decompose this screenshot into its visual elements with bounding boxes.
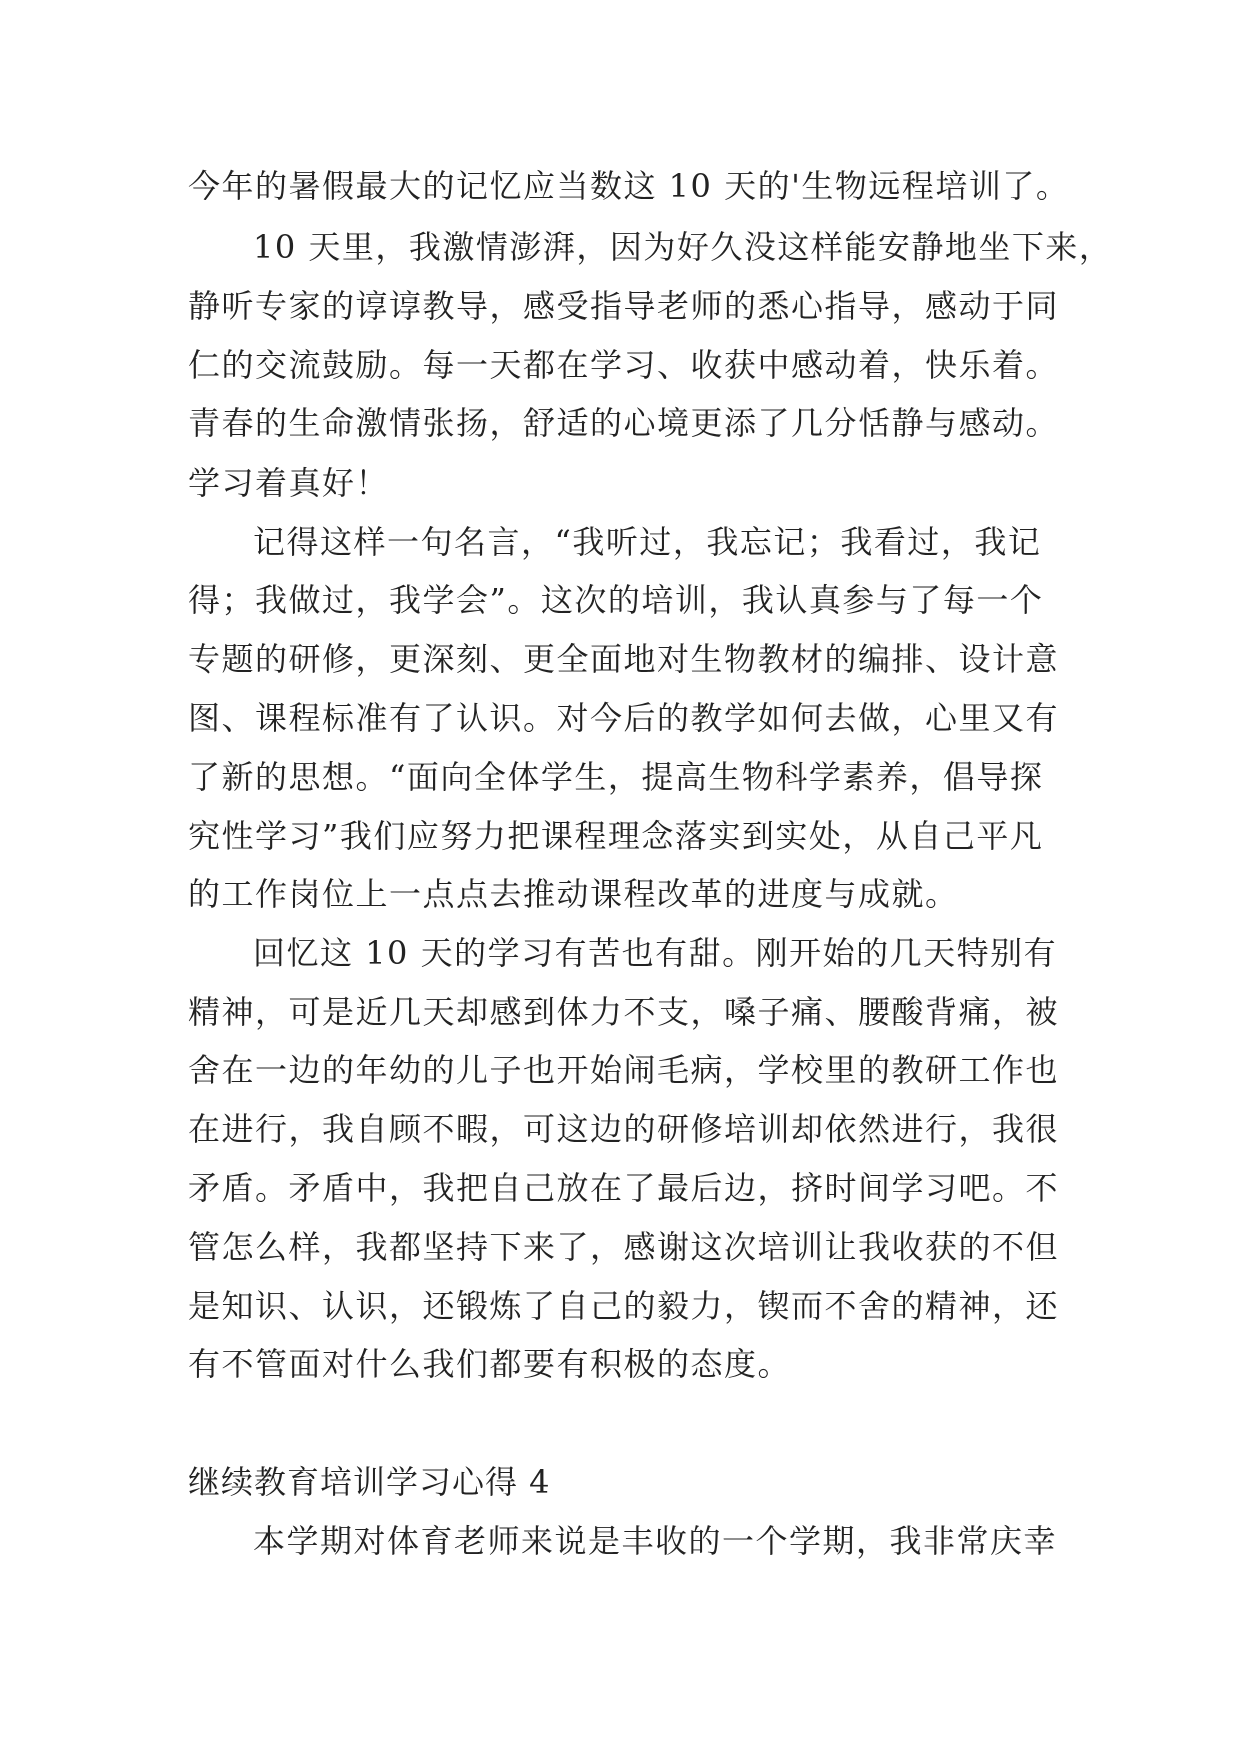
text-line: 仁的交流鼓励。每一天都在学习、收获中感动着，快乐着。 bbox=[188, 346, 1060, 384]
text-line: 图、课程标准有了认识。对今后的教学如何去做，心里又有 bbox=[188, 699, 1060, 737]
paragraph-first-line: 回忆这 10 天的学习有苦也有甜。刚开始的几天特别有 bbox=[253, 934, 1058, 972]
text-line: 有不管面对什么我们都要有积极的态度。 bbox=[188, 1345, 792, 1383]
text-line: 了新的思想。“面向全体学生，提高生物科学素养，倡导探 bbox=[188, 758, 1044, 796]
text-line: 静听专家的谆谆教导，感受指导老师的悉心指导，感动于同 bbox=[188, 287, 1060, 325]
paragraph-first-line: 本学期对体育老师来说是丰收的一个学期，我非常庆幸 bbox=[253, 1522, 1058, 1560]
text-line: 今年的暑假最大的记忆应当数这 10 天的'生物远程培训了。 bbox=[188, 167, 1070, 205]
text-line: 管怎么样，我都坚持下来了，感谢这次培训让我收获的不但 bbox=[188, 1228, 1060, 1266]
paragraph-first-line: 记得这样一句名言，“我听过，我忘记；我看过，我记 bbox=[253, 523, 1042, 561]
text-line: 舍在一边的年幼的儿子也开始闹毛病，学校里的教研工作也 bbox=[188, 1051, 1060, 1089]
text-line: 得；我做过，我学会”。这次的培训，我认真参与了每一个 bbox=[188, 581, 1044, 619]
text-line: 精神，可是近几天却感到体力不支，嗓子痛、腰酸背痛，被 bbox=[188, 993, 1060, 1031]
text-line: 究性学习”我们应努力把课程理念落实到实处，从自己平凡 bbox=[188, 817, 1044, 855]
text-line: 学习着真好！ bbox=[188, 464, 390, 502]
text-line: 青春的生命激情张扬，舒适的心境更添了几分恬静与感动。 bbox=[188, 404, 1060, 442]
section-heading: 继续教育培训学习心得 4 bbox=[188, 1463, 551, 1501]
text-line: 专题的研修，更深刻、更全面地对生物教材的编排、设计意 bbox=[188, 640, 1060, 678]
text-line: 在进行，我自顾不暇，可这边的研修培训却依然进行，我很 bbox=[188, 1110, 1060, 1148]
paragraph-first-line: 10 天里，我激情澎湃，因为好久没这样能安静地坐下来， bbox=[253, 228, 1113, 266]
text-line: 矛盾。矛盾中，我把自己放在了最后边，挤时间学习吧。不 bbox=[188, 1169, 1060, 1207]
text-line: 是知识、认识，还锻炼了自己的毅力，锲而不舍的精神，还 bbox=[188, 1287, 1060, 1325]
text-line: 的工作岗位上一点点去推动课程改革的进度与成就。 bbox=[188, 875, 959, 913]
